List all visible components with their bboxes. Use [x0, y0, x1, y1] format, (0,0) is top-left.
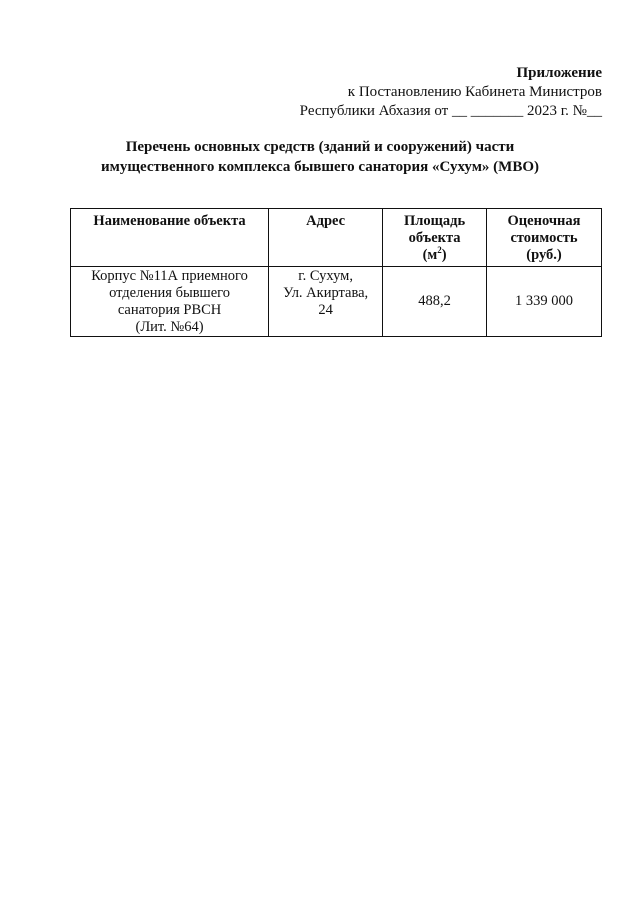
document-title [0, 137, 640, 177]
document-title-line-1: Перечень основных средств (зданий и сооружений) части [125, 139, 515, 155]
cell-area: 488,2 [383, 267, 487, 337]
appendix-title: Приложение [516, 65, 602, 81]
table-header-row [71, 209, 602, 267]
cell-address-line-2: Ул. Акиртава, [283, 285, 369, 301]
document-title-line-2: имущественного комплекса бывшего санатория «Сухум» (МВО) [101, 159, 539, 175]
header-cost-line-1: Оценочная [507, 213, 581, 229]
cell-address-line-3: 24 [318, 302, 333, 318]
cell-name-line-4: (Лит. №64) [135, 319, 204, 335]
assets-table [70, 208, 602, 337]
cell-name-line-1: Корпус №11А приемного [91, 268, 248, 284]
header-area-unit-sup: 2 [437, 245, 442, 256]
header-name: Наименование объекта [71, 209, 269, 267]
header-cost-line-3: (руб.) [526, 247, 562, 263]
cell-name-line-2: отделения бывшего [109, 285, 230, 301]
appendix-line-1: к Постановлению Кабинета Министров [347, 84, 602, 100]
header-address: Адрес [269, 209, 383, 267]
header-cost [487, 209, 602, 267]
header-area-unit-close: ) [441, 247, 447, 263]
cell-name-line-3: санатория РВСН [117, 302, 222, 318]
header-area [383, 209, 487, 267]
cell-address-line-1: г. Сухум, [298, 268, 353, 284]
cell-name [71, 267, 269, 337]
header-area-line-2: объекта [408, 230, 461, 246]
header-area-unit-open: (м [422, 247, 438, 263]
cell-cost: 1 339 000 [487, 267, 602, 337]
header-cost-line-2: стоимость [510, 230, 578, 246]
header-area-line-1: Площадь [404, 213, 466, 229]
appendix-block [300, 64, 602, 121]
cell-address [269, 267, 383, 337]
table-row [71, 267, 602, 337]
appendix-line-2: Республики Абхазия от __ _______ 2023 г. №__ [299, 103, 602, 119]
header-area-unit [387, 247, 482, 264]
